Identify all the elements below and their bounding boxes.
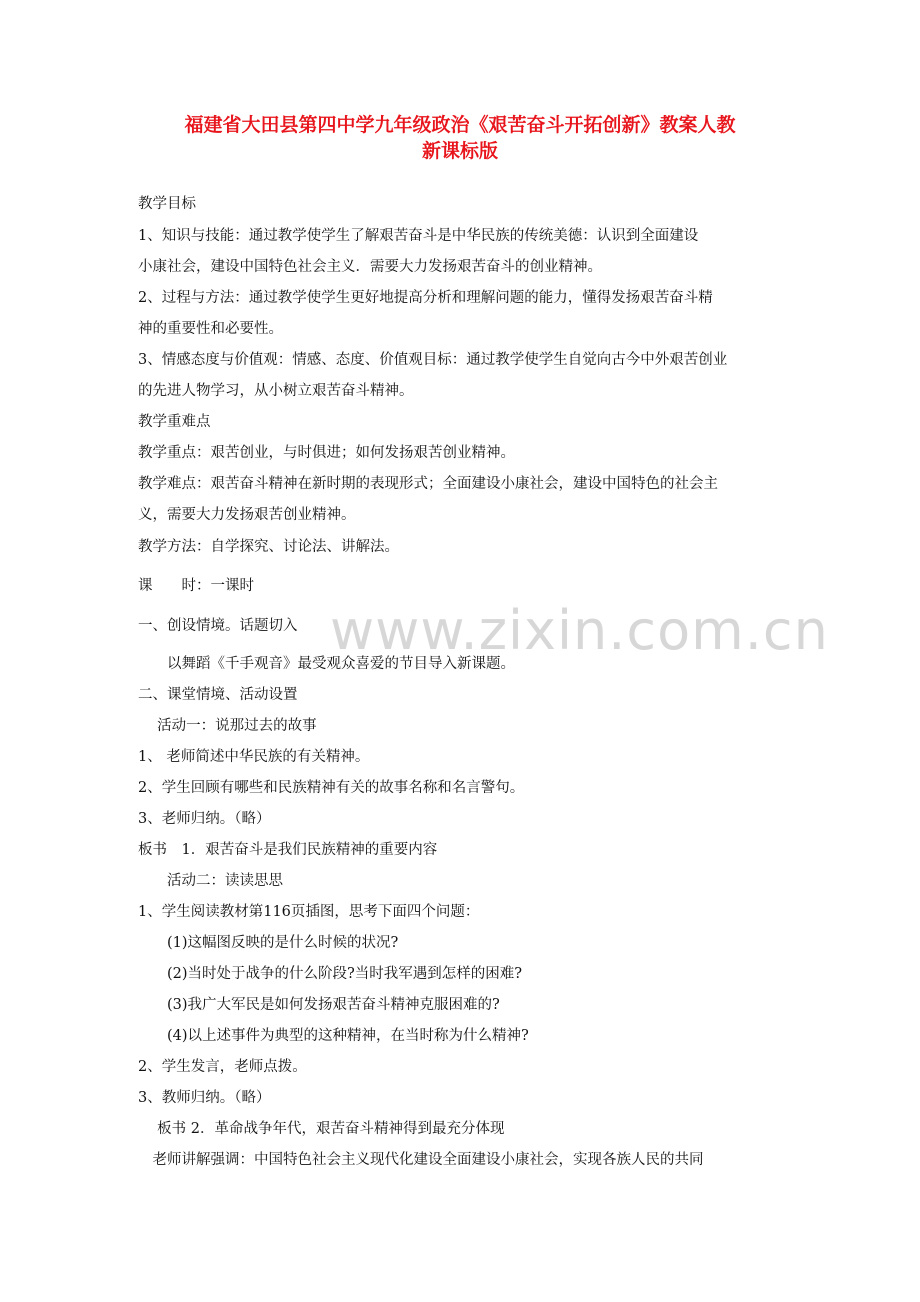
question-item: (4)以上述事件为典型的这种精神，在当时称为什么精神?	[138, 1028, 529, 1044]
body-line: 1、 老师简述中华民族的有关精神。	[138, 749, 370, 765]
body-line: 2、过程与方法：通过教学使学生更好地提高分析和理解问题的能力，懂得发扬艰苦奋斗精	[138, 290, 713, 306]
body-line: 义，需要大力发扬艰苦创业精神。	[138, 507, 356, 523]
body-line: 1、知识与技能：通过教学使学生了解艰苦奋斗是中华民族的传统美德：认识到全面建设	[138, 228, 699, 244]
body-line: 神的重要性和必要性。	[138, 321, 283, 337]
body-line: 3、情感态度与价值观：情感、态度、价值观目标：通过教学使学生自觉向古今中外艰苦创业	[138, 352, 728, 368]
body-line: 教学方法：自学探究、讨论法、讲解法。	[138, 539, 399, 555]
body-line: 3、老师归纳。（略）	[138, 811, 271, 827]
board-note: 板书 2．革命战争年代，艰苦奋斗精神得到最充分体现	[138, 1121, 505, 1137]
body-line: 2、学生发言，老师点拨。	[138, 1059, 307, 1075]
document-title-line-2: 新课标版	[421, 140, 498, 162]
question-item: (3)我广大军民是如何发扬艰苦奋斗精神克服困难的?	[138, 997, 500, 1013]
section-heading: 一、创设情境。话题切入	[138, 618, 298, 634]
heading-teaching-goals: 教学目标	[138, 196, 196, 212]
body-line: 老师讲解强调：中国特色社会主义现代化建设全面建设小康社会，实现各族人民的共同	[138, 1152, 704, 1168]
heading-key-points: 教学重难点	[138, 414, 211, 430]
section-heading: 二、课堂情境、活动设置	[138, 687, 298, 703]
body-line: 课 时：一课时	[138, 578, 254, 594]
body-line: 2、学生回顾有哪些和民族精神有关的故事名称和名言警句。	[138, 780, 525, 796]
body-line: 小康社会，建设中国特色社会主义．需要大力发扬艰苦奋斗的创业精神。	[138, 259, 602, 275]
watermark: www.zixin.com.cn	[330, 599, 829, 662]
question-item: (1)这幅图反映的是什么时候的状况?	[138, 935, 399, 951]
body-line: 教学难点：艰苦奋斗精神在新时期的表现形式；全面建设小康社会，建设中国特色的社会主	[138, 476, 718, 492]
body-line: 以舞蹈《千手观音》最受观众喜爱的节目导入新课题。	[138, 656, 515, 672]
board-note: 板书 1．艰苦奋斗是我们民族精神的重要内容	[138, 842, 438, 858]
body-line: 3、教师归纳。（略）	[138, 1090, 271, 1106]
activity-heading: 活动二：读读思思	[138, 873, 283, 889]
activity-heading: 活动一：说那过去的故事	[138, 718, 317, 734]
question-item: (2)当时处于战争的什么阶段?当时我军遇到怎样的困难?	[138, 966, 523, 982]
document-title-line-1: 福建省大田县第四中学九年级政治《艰苦奋斗开拓创新》教案人教	[184, 114, 736, 136]
body-line: 的先进人物学习，从小树立艰苦奋斗精神。	[138, 383, 414, 399]
body-line: 教学重点：艰苦创业，与时俱进；如何发扬艰苦创业精神。	[138, 445, 515, 461]
body-line: 1、学生阅读教材第116页插图，思考下面四个问题：	[138, 904, 480, 920]
